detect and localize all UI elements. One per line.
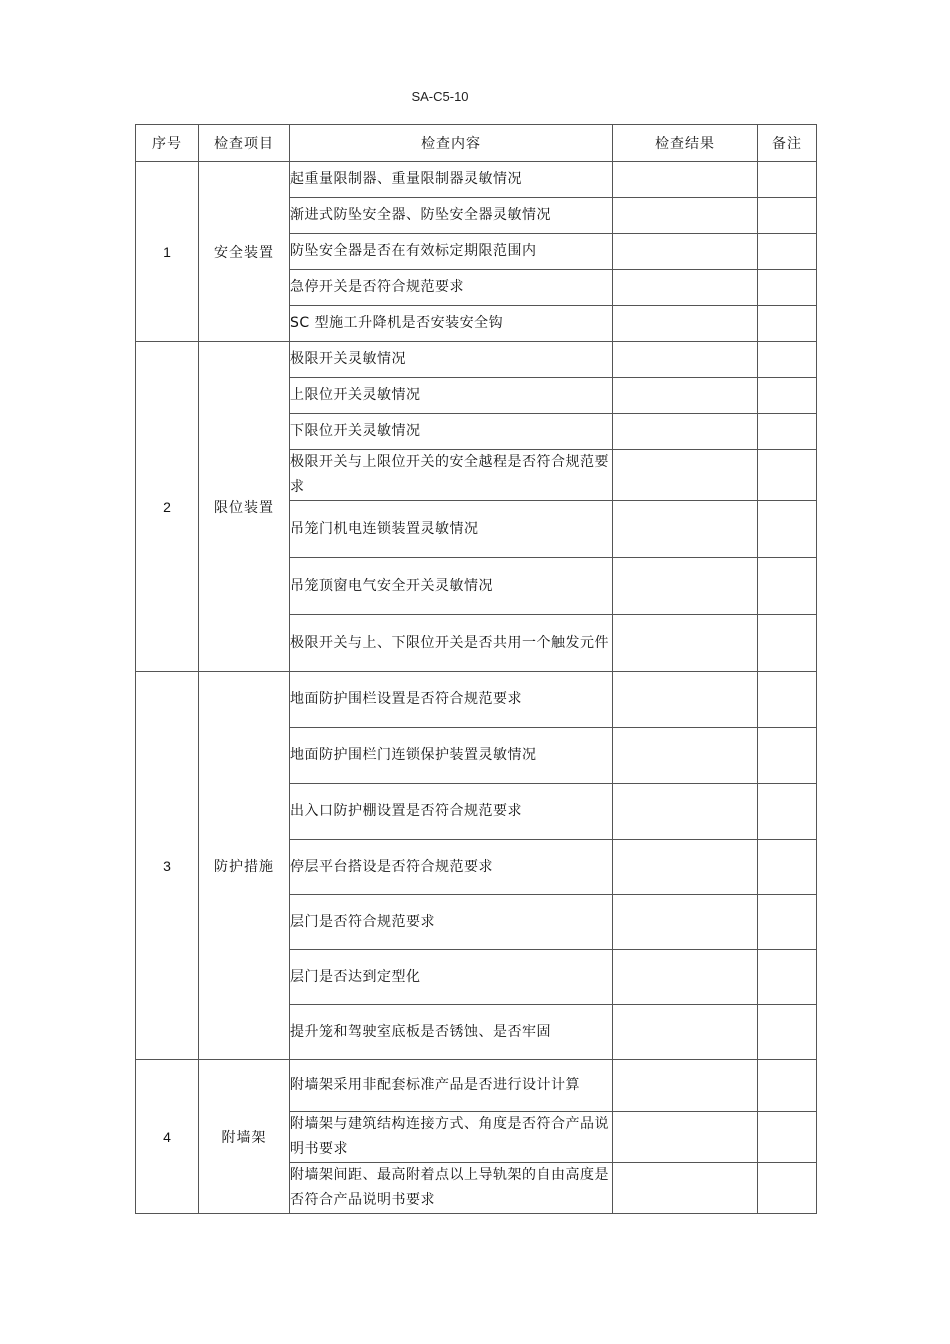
check-result-cell[interactable] [613,840,758,895]
check-content: 急停开关是否符合规范要求 [290,270,613,306]
check-content: 防坠安全器是否在有效标定期限范围内 [290,234,613,270]
document-code: SA-C5-10 [411,89,469,104]
check-result-cell[interactable] [613,1163,758,1214]
check-content: 极限开关灵敏情况 [290,342,613,378]
check-content: 上限位开关灵敏情况 [290,378,613,414]
remark-cell[interactable] [758,234,817,270]
remark-cell[interactable] [758,1005,817,1060]
check-result-cell[interactable] [613,615,758,672]
remark-cell[interactable] [758,378,817,414]
remark-cell[interactable] [758,162,817,198]
check-result-cell[interactable] [613,270,758,306]
header-content: 检查内容 [290,125,613,162]
group-item: 限位装置 [199,342,290,672]
check-result-cell[interactable] [613,895,758,950]
remark-cell[interactable] [758,840,817,895]
check-content: 吊笼门机电连锁装置灵敏情况 [290,501,613,558]
check-result-cell[interactable] [613,1112,758,1163]
check-result-cell[interactable] [613,342,758,378]
remark-cell[interactable] [758,672,817,728]
table-row [136,162,817,198]
check-result-cell[interactable] [613,1060,758,1112]
check-result-cell[interactable] [613,672,758,728]
remark-cell[interactable] [758,558,817,615]
remark-cell[interactable] [758,414,817,450]
header-no: 序号 [136,125,199,162]
remark-cell[interactable] [758,1163,817,1214]
table-row [136,1060,817,1112]
remark-cell[interactable] [758,342,817,378]
remark-cell[interactable] [758,615,817,672]
check-result-cell[interactable] [613,162,758,198]
check-result-cell[interactable] [613,234,758,270]
check-result-cell[interactable] [613,198,758,234]
remark-cell[interactable] [758,728,817,784]
check-result-cell[interactable] [613,501,758,558]
table-body [136,162,817,1214]
group-number: 4 [136,1060,199,1214]
remark-cell[interactable] [758,1112,817,1163]
inspection-table [135,124,817,1214]
check-content: 提升笼和驾驶室底板是否锈蚀、是否牢固 [290,1005,613,1060]
group-item: 安全装置 [199,162,290,342]
check-content: 附墙架采用非配套标准产品是否进行设计计算 [290,1060,613,1112]
check-content: 附墙架与建筑结构连接方式、角度是否符合产品说明书要求 [290,1112,613,1163]
check-content: 地面防护围栏设置是否符合规范要求 [290,672,613,728]
group-item: 防护措施 [199,672,290,1060]
header-item: 检查项目 [199,125,290,162]
remark-cell[interactable] [758,895,817,950]
check-content: 起重量限制器、重量限制器灵敏情况 [290,162,613,198]
remark-cell[interactable] [758,270,817,306]
check-result-cell[interactable] [613,1005,758,1060]
group-number: 2 [136,342,199,672]
check-result-cell[interactable] [613,558,758,615]
remark-cell[interactable] [758,501,817,558]
group-item: 附墙架 [199,1060,290,1214]
group-number: 3 [136,672,199,1060]
check-result-cell[interactable] [613,450,758,501]
check-content: 层门是否符合规范要求 [290,895,613,950]
remark-cell[interactable] [758,950,817,1005]
check-content: SC 型施工升降机是否安装安全钩 [290,306,613,342]
check-result-cell[interactable] [613,378,758,414]
check-content: 出入口防护棚设置是否符合规范要求 [290,784,613,840]
check-content: 地面防护围栏门连锁保护装置灵敏情况 [290,728,613,784]
group-number: 1 [136,162,199,342]
remark-cell[interactable] [758,784,817,840]
check-result-cell[interactable] [613,728,758,784]
header-row [136,125,817,162]
check-content: 渐进式防坠安全器、防坠安全器灵敏情况 [290,198,613,234]
check-result-cell[interactable] [613,784,758,840]
check-content: 停层平台搭设是否符合规范要求 [290,840,613,895]
header-result: 检查结果 [613,125,758,162]
remark-cell[interactable] [758,198,817,234]
remark-cell[interactable] [758,1060,817,1112]
check-content: 极限开关与上限位开关的安全越程是否符合规范要求 [290,450,613,501]
remark-cell[interactable] [758,306,817,342]
check-content: 极限开关与上、下限位开关是否共用一个触发元件 [290,615,613,672]
check-result-cell[interactable] [613,414,758,450]
check-result-cell[interactable] [613,306,758,342]
header-remark: 备注 [758,125,817,162]
check-content: 附墙架间距、最高附着点以上导轨架的自由高度是否符合产品说明书要求 [290,1163,613,1214]
table-row [136,342,817,378]
check-content: 吊笼顶窗电气安全开关灵敏情况 [290,558,613,615]
check-content: 下限位开关灵敏情况 [290,414,613,450]
check-result-cell[interactable] [613,950,758,1005]
table-row [136,672,817,728]
check-content: 层门是否达到定型化 [290,950,613,1005]
remark-cell[interactable] [758,450,817,501]
